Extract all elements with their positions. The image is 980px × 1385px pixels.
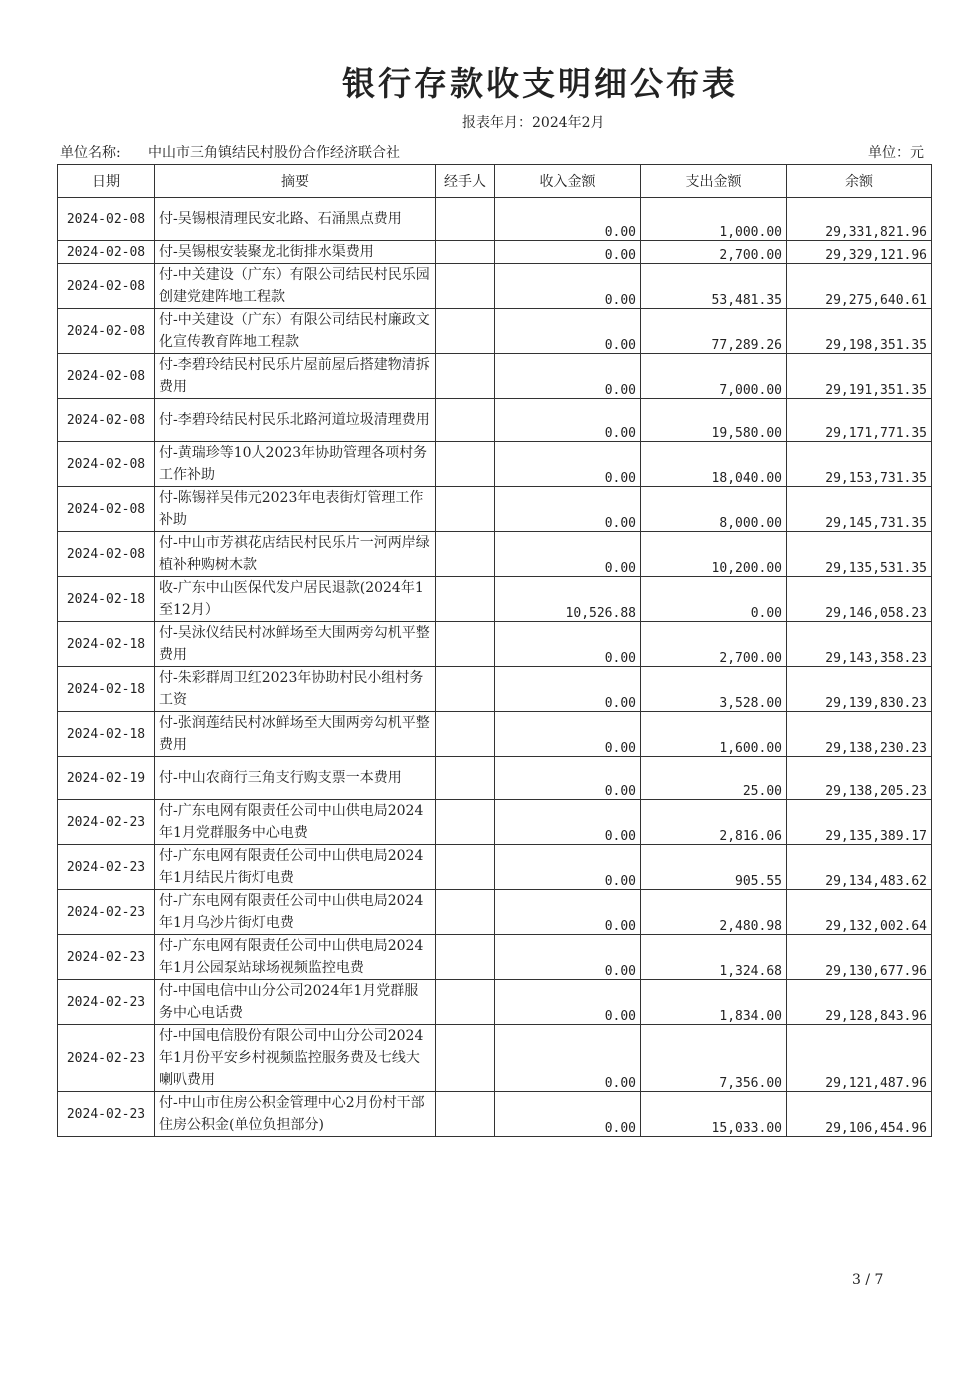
table-row [58, 532, 932, 577]
cell-income: 0.00 [495, 354, 641, 399]
cell-expense: 8,000.00 [641, 487, 787, 532]
page-number: 3 / 7 [852, 1272, 884, 1288]
cell-expense: 1,600.00 [641, 712, 787, 757]
cell-balance: 29,132,002.64 [787, 890, 932, 935]
report-date: 报表年月：2024年2月 [462, 115, 605, 131]
cell-handler [436, 577, 495, 622]
cell-income: 0.00 [495, 800, 641, 845]
cell-summary: 付-吴锡根安装聚龙北街排水渠费用 [155, 241, 436, 264]
cell-expense: 10,200.00 [641, 532, 787, 577]
cell-date: 2024-02-23 [58, 800, 155, 845]
cell-summary: 付-广东电网有限责任公司中山供电局2024年1月公园泵站球场视频监控电费 [155, 935, 436, 980]
cell-income: 0.00 [495, 712, 641, 757]
cell-date: 2024-02-23 [58, 980, 155, 1025]
cell-summary: 付-中关建设（广东）有限公司结民村廉政文化宣传教育阵地工程款 [155, 309, 436, 354]
cell-balance: 29,138,230.23 [787, 712, 932, 757]
cell-handler [436, 354, 495, 399]
table-row [58, 577, 932, 622]
cell-balance: 29,121,487.96 [787, 1025, 932, 1092]
cell-balance: 29,138,205.23 [787, 757, 932, 800]
cell-summary: 付-张润莲结民村冰鲜场至大围两旁勾机平整费用 [155, 712, 436, 757]
cell-summary: 付-李碧玲结民村民乐北路河道垃圾清理费用 [155, 399, 436, 442]
cell-handler [436, 241, 495, 264]
cell-date: 2024-02-23 [58, 1092, 155, 1137]
cell-summary: 付-中山市住房公积金管理中心2月份村干部住房公积金(单位负担部分) [155, 1092, 436, 1137]
cell-income: 0.00 [495, 442, 641, 487]
cell-summary: 付-中国电信股份有限公司中山分公司2024年1月份平安乡村视频监控服务费及七线大喇叭费用 [155, 1025, 436, 1092]
cell-balance: 29,134,483.62 [787, 845, 932, 890]
cell-handler [436, 532, 495, 577]
cell-handler [436, 309, 495, 354]
cell-date: 2024-02-08 [58, 399, 155, 442]
cell-income: 0.00 [495, 757, 641, 800]
cell-expense: 0.00 [641, 577, 787, 622]
page-title: 银行存款收支明细公布表 [342, 64, 738, 103]
org-label: 单位名称: [60, 145, 121, 161]
table-row [58, 667, 932, 712]
cell-date: 2024-02-18 [58, 577, 155, 622]
cell-expense: 53,481.35 [641, 264, 787, 309]
table-row [58, 354, 932, 399]
table-row [58, 399, 932, 442]
cell-date: 2024-02-23 [58, 935, 155, 980]
table-row [58, 442, 932, 487]
cell-balance: 29,143,358.23 [787, 622, 932, 667]
cell-expense: 2,700.00 [641, 622, 787, 667]
table-row [58, 935, 932, 980]
cell-expense: 1,000.00 [641, 198, 787, 241]
cell-expense: 1,324.68 [641, 935, 787, 980]
table-row [58, 264, 932, 309]
column-header-income: 收入金额 [495, 165, 641, 198]
cell-balance: 29,329,121.96 [787, 241, 932, 264]
cell-income: 0.00 [495, 198, 641, 241]
cell-summary: 付-黄瑞珍等10人2023年协助管理各项村务工作补助 [155, 442, 436, 487]
cell-expense: 19,580.00 [641, 399, 787, 442]
cell-income: 0.00 [495, 890, 641, 935]
cell-handler [436, 487, 495, 532]
cell-expense: 905.55 [641, 845, 787, 890]
cell-handler [436, 890, 495, 935]
cell-date: 2024-02-08 [58, 309, 155, 354]
table-row [58, 241, 932, 264]
table-row [58, 890, 932, 935]
cell-summary: 付-吴锡根清理民安北路、石涌黑点费用 [155, 198, 436, 241]
table-row [58, 980, 932, 1025]
table-row [58, 1092, 932, 1137]
column-header-handler: 经手人 [436, 165, 495, 198]
cell-summary: 付-广东电网有限责任公司中山供电局2024年1月乌沙片街灯电费 [155, 890, 436, 935]
cell-income: 0.00 [495, 532, 641, 577]
table-row [58, 712, 932, 757]
cell-expense: 3,528.00 [641, 667, 787, 712]
cell-handler [436, 1092, 495, 1137]
cell-summary: 付-陈锡祥吴伟元2023年电表街灯管理工作补助 [155, 487, 436, 532]
cell-expense: 1,834.00 [641, 980, 787, 1025]
cell-handler [436, 845, 495, 890]
cell-income: 0.00 [495, 399, 641, 442]
cell-date: 2024-02-08 [58, 241, 155, 264]
cell-date: 2024-02-18 [58, 712, 155, 757]
cell-balance: 29,146,058.23 [787, 577, 932, 622]
org-info-row [60, 142, 930, 162]
cell-summary: 付-中山农商行三角支行购支票一本费用 [155, 757, 436, 800]
cell-summary: 付-中国电信中山分公司2024年1月党群服务中心电话费 [155, 980, 436, 1025]
cell-income: 0.00 [495, 487, 641, 532]
cell-balance: 29,191,351.35 [787, 354, 932, 399]
cell-handler [436, 622, 495, 667]
cell-summary: 付-吴泳仪结民村冰鲜场至大围两旁勾机平整费用 [155, 622, 436, 667]
cell-handler [436, 935, 495, 980]
column-header-balance: 余额 [787, 165, 932, 198]
cell-date: 2024-02-23 [58, 1025, 155, 1092]
cell-handler [436, 1025, 495, 1092]
cell-expense: 15,033.00 [641, 1092, 787, 1137]
cell-expense: 7,356.00 [641, 1025, 787, 1092]
column-header-date: 日期 [58, 165, 155, 198]
cell-balance: 29,153,731.35 [787, 442, 932, 487]
cell-date: 2024-02-08 [58, 198, 155, 241]
cell-handler [436, 198, 495, 241]
cell-expense: 2,480.98 [641, 890, 787, 935]
cell-expense: 2,816.06 [641, 800, 787, 845]
table-row [58, 1025, 932, 1092]
table-row [58, 622, 932, 667]
cell-balance: 29,135,531.35 [787, 532, 932, 577]
cell-balance: 29,130,677.96 [787, 935, 932, 980]
cell-income: 10,526.88 [495, 577, 641, 622]
cell-balance: 29,128,843.96 [787, 980, 932, 1025]
cell-income: 0.00 [495, 622, 641, 667]
column-header-expense: 支出金额 [641, 165, 787, 198]
column-header-summary: 摘要 [155, 165, 436, 198]
cell-handler [436, 399, 495, 442]
table-row [58, 198, 932, 241]
cell-summary: 付-李碧玲结民村民乐片屋前屋后搭建物清拆费用 [155, 354, 436, 399]
ledger-body [58, 198, 932, 1137]
cell-income: 0.00 [495, 845, 641, 890]
ledger-table [57, 164, 932, 1137]
cell-income: 0.00 [495, 1025, 641, 1092]
cell-handler [436, 264, 495, 309]
cell-summary: 收-广东中山医保代发户居民退款(2024年1至12月） [155, 577, 436, 622]
cell-income: 0.00 [495, 667, 641, 712]
cell-income: 0.00 [495, 980, 641, 1025]
cell-date: 2024-02-19 [58, 757, 155, 800]
cell-date: 2024-02-23 [58, 890, 155, 935]
cell-expense: 25.00 [641, 757, 787, 800]
cell-handler [436, 980, 495, 1025]
cell-summary: 付-广东电网有限责任公司中山供电局2024年1月结民片街灯电费 [155, 845, 436, 890]
cell-balance: 29,135,389.17 [787, 800, 932, 845]
cell-balance: 29,139,830.23 [787, 667, 932, 712]
table-row [58, 757, 932, 800]
currency-unit: 单位：元 [868, 145, 924, 161]
cell-income: 0.00 [495, 1092, 641, 1137]
cell-income: 0.00 [495, 935, 641, 980]
cell-balance: 29,171,771.35 [787, 399, 932, 442]
cell-balance: 29,145,731.35 [787, 487, 932, 532]
cell-date: 2024-02-18 [58, 667, 155, 712]
cell-date: 2024-02-18 [58, 622, 155, 667]
cell-handler [436, 442, 495, 487]
cell-summary: 付-朱彩群周卫红2023年协助村民小组村务工资 [155, 667, 436, 712]
cell-balance: 29,275,640.61 [787, 264, 932, 309]
cell-summary: 付-中山市芳祺花店结民村民乐片一河两岸绿植补种购树木款 [155, 532, 436, 577]
cell-expense: 18,040.00 [641, 442, 787, 487]
cell-date: 2024-02-23 [58, 845, 155, 890]
cell-handler [436, 667, 495, 712]
cell-handler [436, 712, 495, 757]
cell-income: 0.00 [495, 264, 641, 309]
cell-date: 2024-02-08 [58, 532, 155, 577]
cell-expense: 77,289.26 [641, 309, 787, 354]
org-name: 中山市三角镇结民村股份合作经济联合社 [148, 145, 400, 161]
cell-summary: 付-广东电网有限责任公司中山供电局2024年1月党群服务中心电费 [155, 800, 436, 845]
cell-handler [436, 757, 495, 800]
table-row [58, 487, 932, 532]
cell-date: 2024-02-08 [58, 354, 155, 399]
table-row [58, 800, 932, 845]
cell-summary: 付-中关建设（广东）有限公司结民村民乐园创建党建阵地工程款 [155, 264, 436, 309]
cell-date: 2024-02-08 [58, 487, 155, 532]
cell-balance: 29,331,821.96 [787, 198, 932, 241]
cell-income: 0.00 [495, 241, 641, 264]
cell-expense: 7,000.00 [641, 354, 787, 399]
cell-date: 2024-02-08 [58, 442, 155, 487]
cell-income: 0.00 [495, 309, 641, 354]
table-row [58, 309, 932, 354]
table-header-row [58, 165, 932, 198]
cell-date: 2024-02-08 [58, 264, 155, 309]
cell-balance: 29,198,351.35 [787, 309, 932, 354]
cell-expense: 2,700.00 [641, 241, 787, 264]
cell-balance: 29,106,454.96 [787, 1092, 932, 1137]
table-row [58, 845, 932, 890]
cell-handler [436, 800, 495, 845]
